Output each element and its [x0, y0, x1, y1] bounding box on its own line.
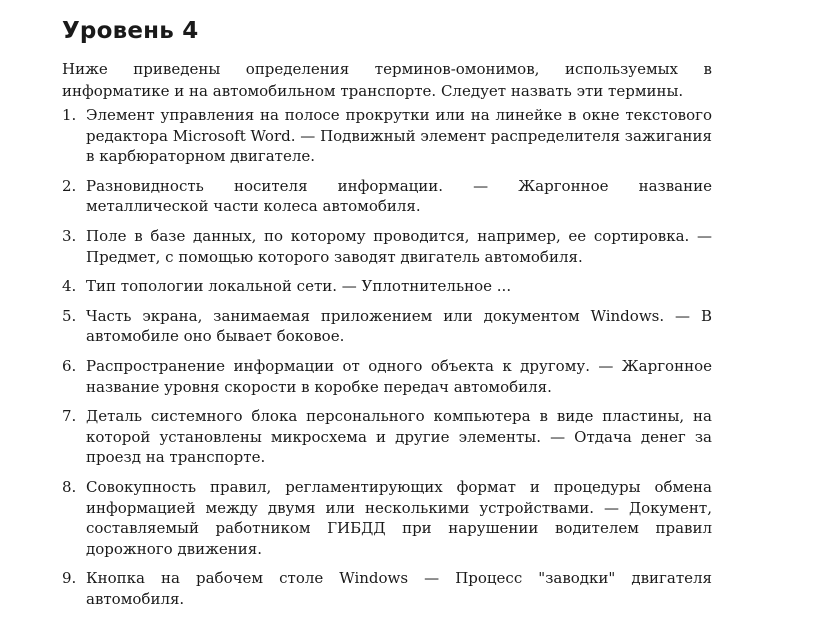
item-number: 6.	[62, 356, 77, 375]
list-item	[62, 406, 712, 468]
list-item	[62, 568, 712, 609]
item-number: 5.	[62, 306, 77, 325]
list-item	[62, 306, 712, 347]
item-text: Кнопка на рабочем столе Windows — Процесс "заводки" двигателя автомобиля.	[86, 569, 712, 608]
list-item	[62, 477, 712, 559]
question-list	[62, 105, 712, 618]
item-number: 8.	[62, 477, 77, 496]
list-item	[62, 226, 712, 267]
item-text: Поле в базе данных, по которому проводится, например, ее сортировка. — Предмет, с помощью которого заводят двигатель автомобиля.	[86, 226, 712, 266]
item-text: Разновидность носителя информации. — Жаргонное название металлической части колеса автомобиля.	[86, 176, 712, 216]
page-title: Уровень 4	[62, 18, 199, 44]
item-text: Распространение информации от одного объекта к другому. — Жаргонное название уровня скорости в коробке передач автомобиля.	[86, 356, 712, 396]
item-text: Совокупность правил, регламентирующих формат и процедуры обмена информацией между двумя или несколькими устройствами. — Документ, составляемый работником ГИБДД при нарушении водителем правил дорожного движения.	[86, 477, 712, 558]
item-text: Элемент управления на полосе прокрутки или на линейке в окне текстового редактора Microsoft Word. — Подвижный элемент распределителя зажигания в карбюраторном двигателе.	[86, 106, 712, 166]
item-number: 4.	[62, 277, 77, 296]
list-item	[62, 356, 712, 397]
item-text: Тип топологии локальной сети. — Уплотнительное ...	[86, 277, 512, 296]
item-number: 2.	[62, 176, 77, 195]
item-text: Деталь системного блока персонального компьютера в виде пластины, на которой установлены микросхема и другие элементы. — Отдача денег за проезд на транспорте.	[86, 407, 712, 467]
intro-paragraph: Ниже приведены определения терминов-омонимов, используемых в информатике и на автомобильном транспорте. Следует назвать эти термины.	[62, 60, 712, 100]
list-item	[62, 176, 712, 217]
item-number: 9.	[62, 569, 77, 588]
list-item	[62, 105, 712, 167]
item-number: 3.	[62, 226, 77, 245]
item-number: 7.	[62, 407, 77, 426]
list-item	[62, 276, 712, 297]
item-text: Часть экрана, занимаемая приложением или документом Windows. — В автомобиле оно бывает боковое.	[86, 306, 712, 346]
item-number: 1.	[62, 106, 77, 124]
